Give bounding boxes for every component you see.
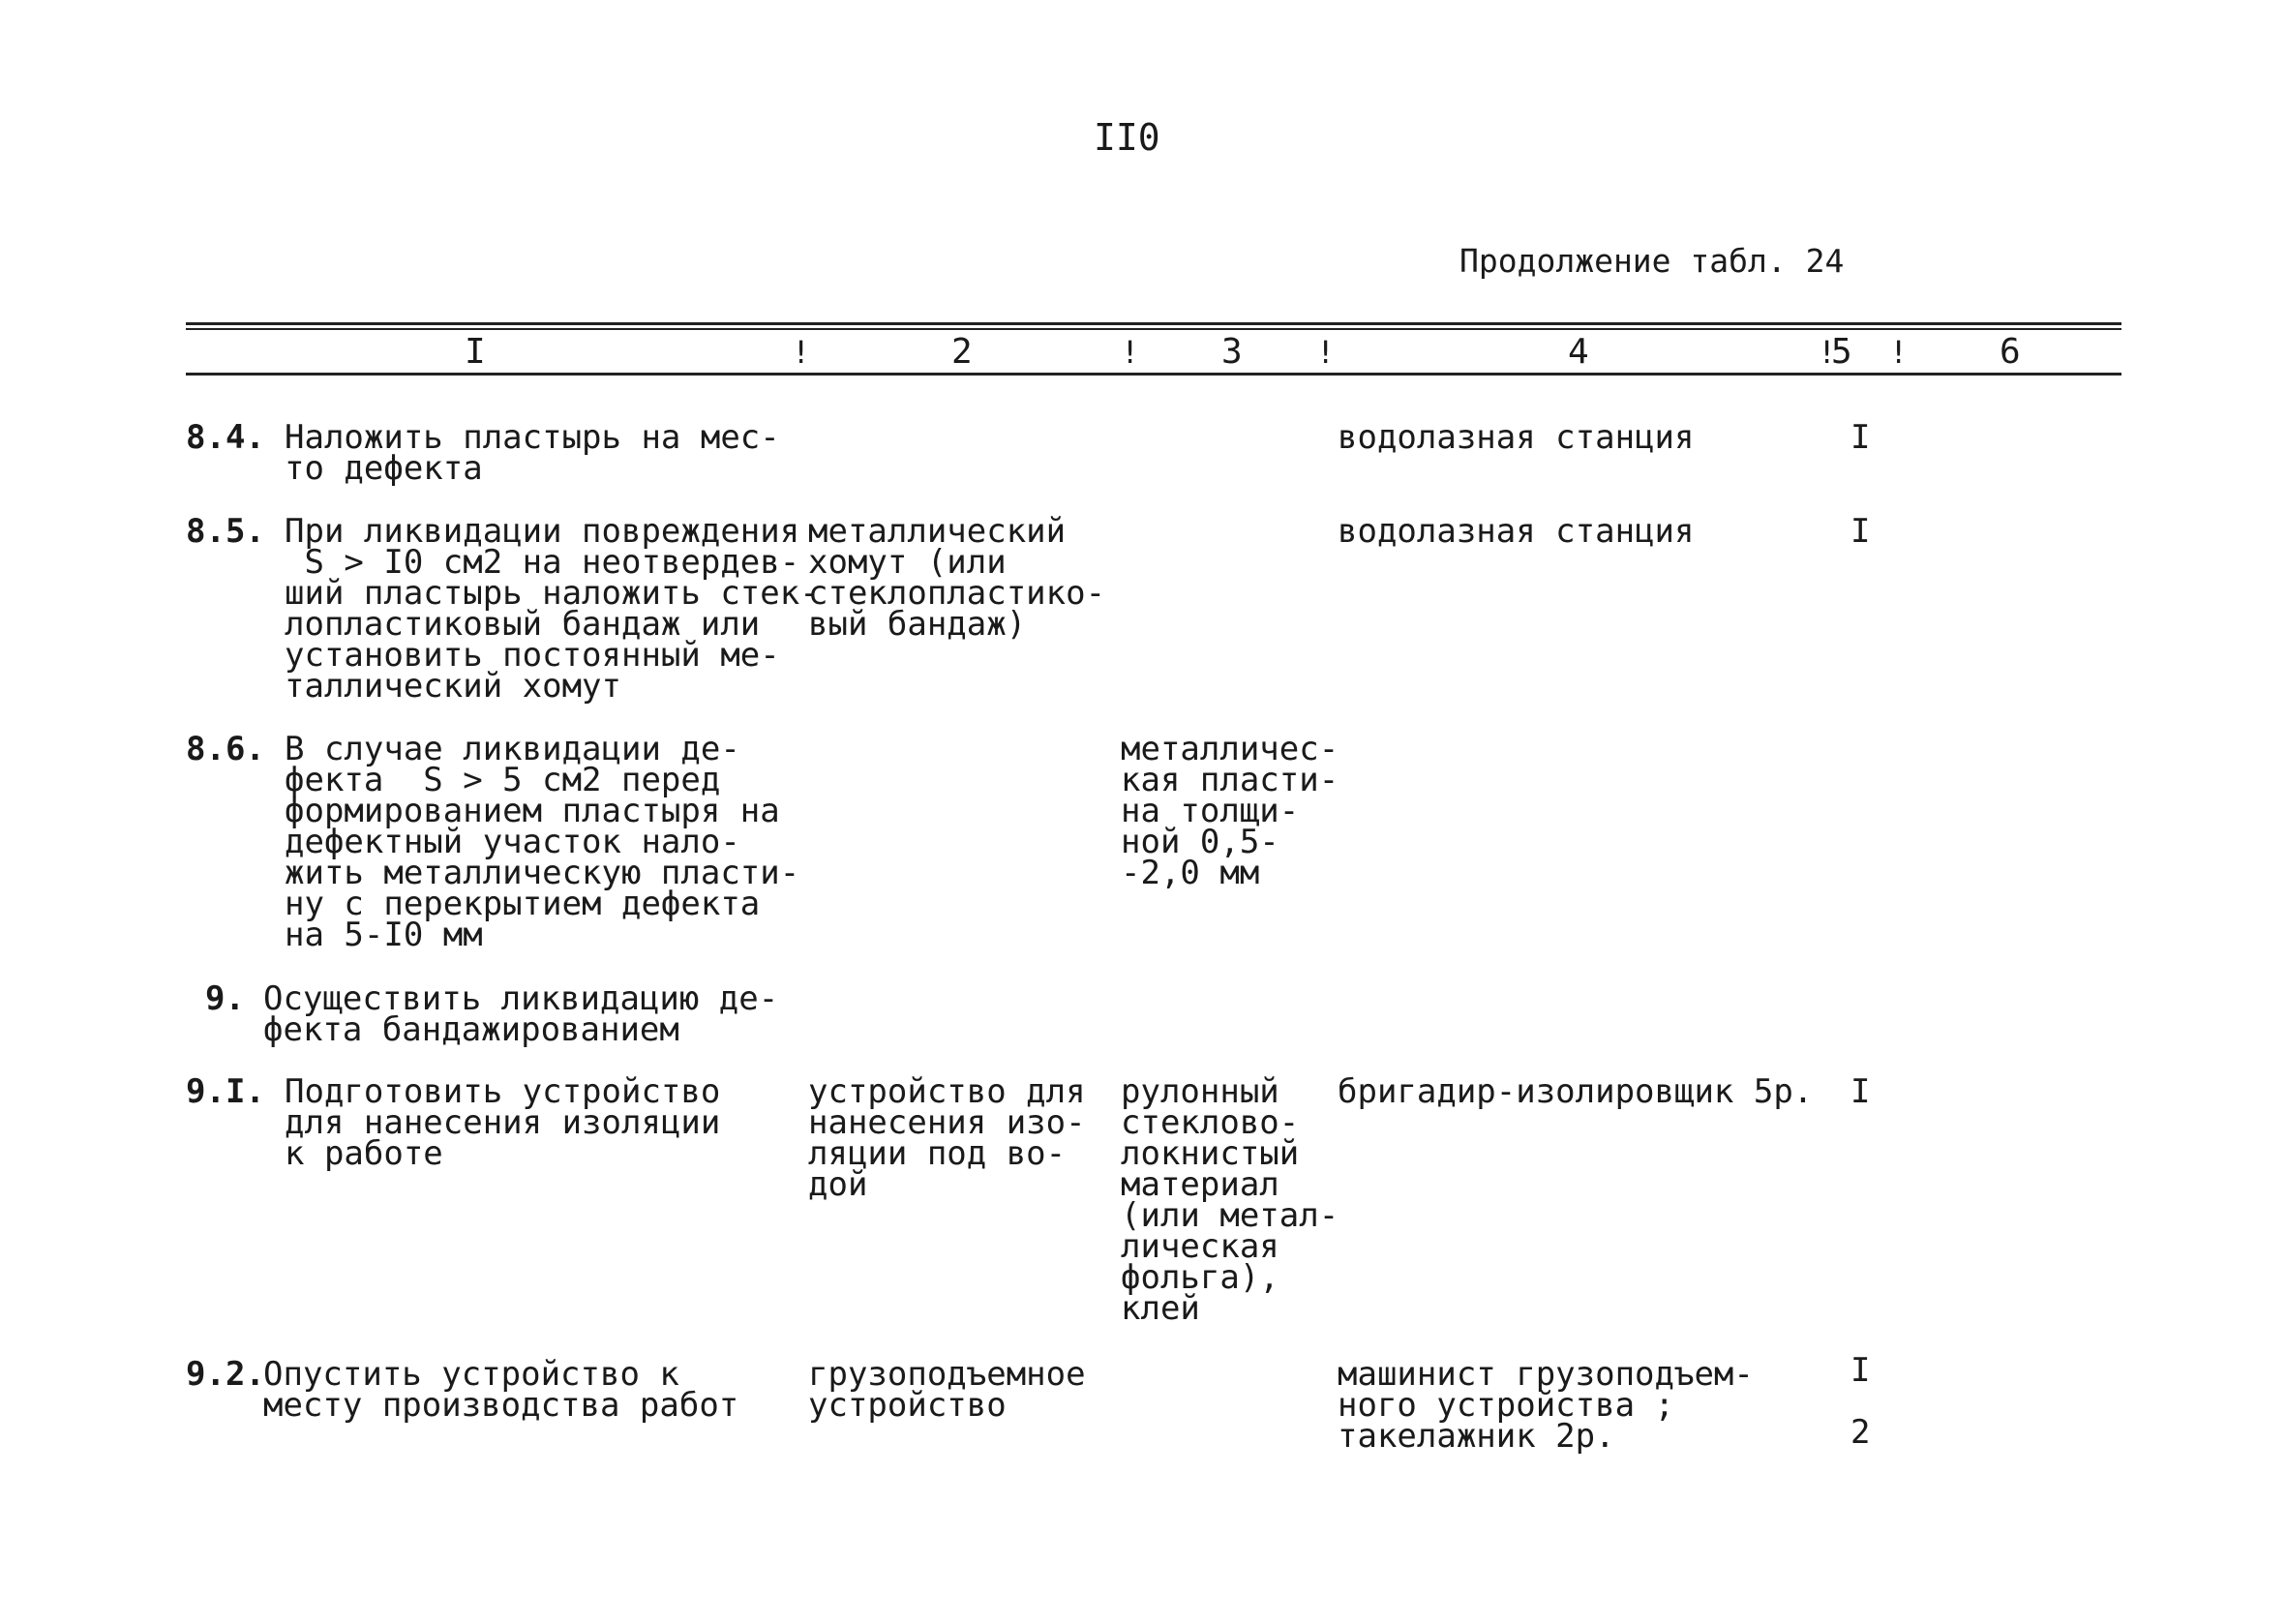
- table-header-rule: [186, 373, 2121, 376]
- row-number: 8.4.: [186, 418, 265, 457]
- row-number: 9.I.: [186, 1072, 265, 1111]
- tools-cell: металлический хомут (или стеклопластико- вый бандаж): [808, 512, 1106, 644]
- materials-cell: рулонный стеклово- локнистый материал (или метал- лическая фольга), клей: [1121, 1072, 1339, 1328]
- row-number: 9.2.: [186, 1355, 265, 1394]
- column-separator: !: [1818, 334, 1837, 371]
- row-number: 8.5.: [186, 512, 265, 551]
- column-header-2: 2: [951, 332, 973, 372]
- column-header-5: 5: [1831, 332, 1852, 372]
- quantity-cell: I: [1850, 418, 1871, 457]
- operation-text: Наложить пластырь на мес- то дефекта: [285, 418, 780, 488]
- equipment-cell: водолазная станция: [1338, 512, 1695, 551]
- quantity-cell: I: [1850, 512, 1871, 551]
- equipment-cell: бригадир-изолировщик 5р.: [1338, 1072, 1814, 1111]
- table-top-rule-inner: [186, 328, 2121, 330]
- operation-text: Подготовить устройство для нанесения изоляции к работе: [285, 1072, 721, 1173]
- tools-cell: грузоподъемное устройство: [808, 1355, 1086, 1425]
- equipment-cell: машинист грузоподъем- ного устройства ; такелажник 2р.: [1338, 1355, 1754, 1456]
- column-header-4: 4: [1568, 332, 1589, 372]
- quantity-cell: I 2: [1850, 1351, 1871, 1452]
- operation-text: При ликвидации повреждения S > I0 см2 на неотвердев- ший пластырь наложить стек- лопластиковый бандаж или установить постоянный ме- таллический хомут: [285, 512, 820, 706]
- materials-cell: металличес- кая пласти- на толщи- ной 0,5- -2,0 мм: [1121, 730, 1339, 892]
- equipment-cell: водолазная станция: [1338, 418, 1695, 457]
- column-separator: !: [1121, 334, 1140, 371]
- quantity-cell: I: [1850, 1072, 1871, 1111]
- page-number: II0: [1094, 116, 1160, 159]
- operation-text: Осуществить ликвидацию де- фекта бандажированием: [263, 979, 779, 1049]
- table-caption: Продолжение табл. 24: [1459, 242, 1845, 280]
- tools-cell: устройство для нанесения изо- ляции под во- дой: [808, 1072, 1086, 1204]
- row-number: 9.: [205, 979, 245, 1018]
- operation-text: Опустить устройство к месту производства работ: [263, 1355, 739, 1425]
- column-header-1: I: [465, 332, 486, 372]
- table-top-rule: [186, 322, 2121, 325]
- column-separator: !: [1889, 334, 1909, 371]
- column-header-6: 6: [2000, 332, 2021, 372]
- column-separator: !: [1316, 334, 1336, 371]
- operation-text: В случае ликвидации де- фекта S > 5 см2 перед формированием пластыря на дефектный участок нало- жить металлическую пласти- ну с перекрытием дефекта на 5-I0 мм: [285, 730, 800, 954]
- column-separator: !: [792, 334, 811, 371]
- column-header-3: 3: [1221, 332, 1243, 372]
- row-number: 8.6.: [186, 730, 265, 768]
